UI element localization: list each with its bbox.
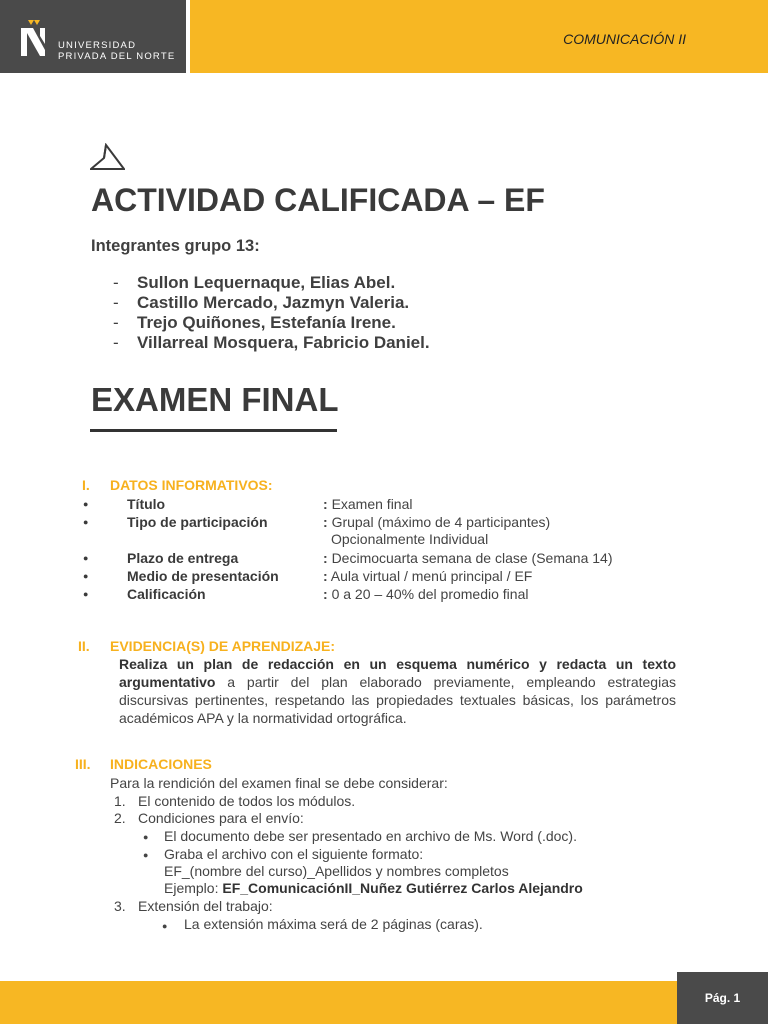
university-name: UNIVERSIDAD PRIVADA DEL NORTE — [58, 40, 176, 62]
list-item-number: 1. — [114, 793, 126, 809]
list-item: La extensión máxima será de 2 páginas (caras). — [184, 916, 483, 932]
list-item: - Villarreal Mosquera, Fabricio Daniel. — [113, 333, 430, 352]
list-item: - Sullon Lequernaque, Elias Abel. — [113, 273, 396, 292]
list-item: - Trejo Quiñones, Estefanía Irene. — [113, 313, 396, 332]
list-item: El documento debe ser presentado en archivo de Ms. Word (.doc). — [164, 828, 577, 844]
section3-title: INDICACIONES — [110, 756, 212, 772]
section1-number: I. — [82, 477, 90, 493]
info-row-participation-cont: Opcionalmente Individual — [331, 531, 489, 547]
list-item-number: 3. — [114, 898, 126, 914]
info-row-title: ● Título : Examen final — [83, 496, 413, 512]
info-row-medium: ● Medio de presentación : Aula virtual / menú principal / EF — [83, 568, 533, 584]
group-label: Integrantes grupo 13: — [91, 237, 260, 255]
list-item: El contenido de todos los módulos. — [138, 793, 356, 809]
members-list — [113, 273, 430, 353]
section1-title: DATOS INFORMATIVOS: — [110, 477, 273, 493]
bullet-icon: ● — [143, 832, 149, 842]
navigation-arrow-icon — [90, 143, 125, 171]
footer-bar — [0, 981, 768, 1024]
course-name: COMUNICACIÓN II — [563, 31, 686, 47]
format-line: EF_(nombre del curso)_Apellidos y nombres completos — [164, 863, 509, 879]
header-bar — [190, 0, 768, 73]
indications-intro: Para la rendición del examen final se debe considerar: — [110, 775, 448, 791]
list-item-number: 2. — [114, 810, 126, 826]
section2-number: II. — [78, 638, 90, 654]
example-line: Ejemplo: EF_ComunicaciónII_Nuñez Gutiérrez Carlos Alejandro — [164, 880, 583, 896]
section3-number: III. — [75, 756, 91, 772]
list-item: Condiciones para el envío: — [138, 810, 304, 826]
evidence-paragraph: Realiza un plan de redacción en un esquema numérico y redacta un texto argumentativo a partir del plan elaborado previamente, empleando estrategias discursivas pertinentes, respetando las propiedades textuales básicas, los parámetros académicos APA y la normatividad ortográfica. — [119, 656, 676, 726]
title-underline — [90, 429, 337, 432]
info-row-grade: ● Calificación : 0 a 20 – 40% del promedio final — [83, 586, 529, 602]
university-logo-icon — [18, 20, 50, 58]
exam-title: EXAMEN FINAL — [91, 381, 339, 418]
info-row-deadline: ● Plazo de entrega : Decimocuarta semana de clase (Semana 14) — [83, 550, 613, 566]
info-row-participation: ● Tipo de participación : Grupal (máximo de 4 participantes) — [83, 514, 551, 530]
university-logo-block — [0, 0, 186, 73]
list-item: Graba el archivo con el siguiente formato: — [164, 846, 424, 862]
activity-title: ACTIVIDAD CALIFICADA – EF — [91, 182, 545, 218]
bullet-icon: ● — [162, 921, 168, 931]
page-number: Pág. 1 — [677, 972, 768, 1024]
section2-title: EVIDENCIA(S) DE APRENDIZAJE: — [110, 638, 336, 654]
list-item: - Castillo Mercado, Jazmyn Valeria. — [113, 293, 410, 312]
list-item: Extensión del trabajo: — [138, 898, 273, 914]
bullet-icon: ● — [143, 850, 149, 860]
